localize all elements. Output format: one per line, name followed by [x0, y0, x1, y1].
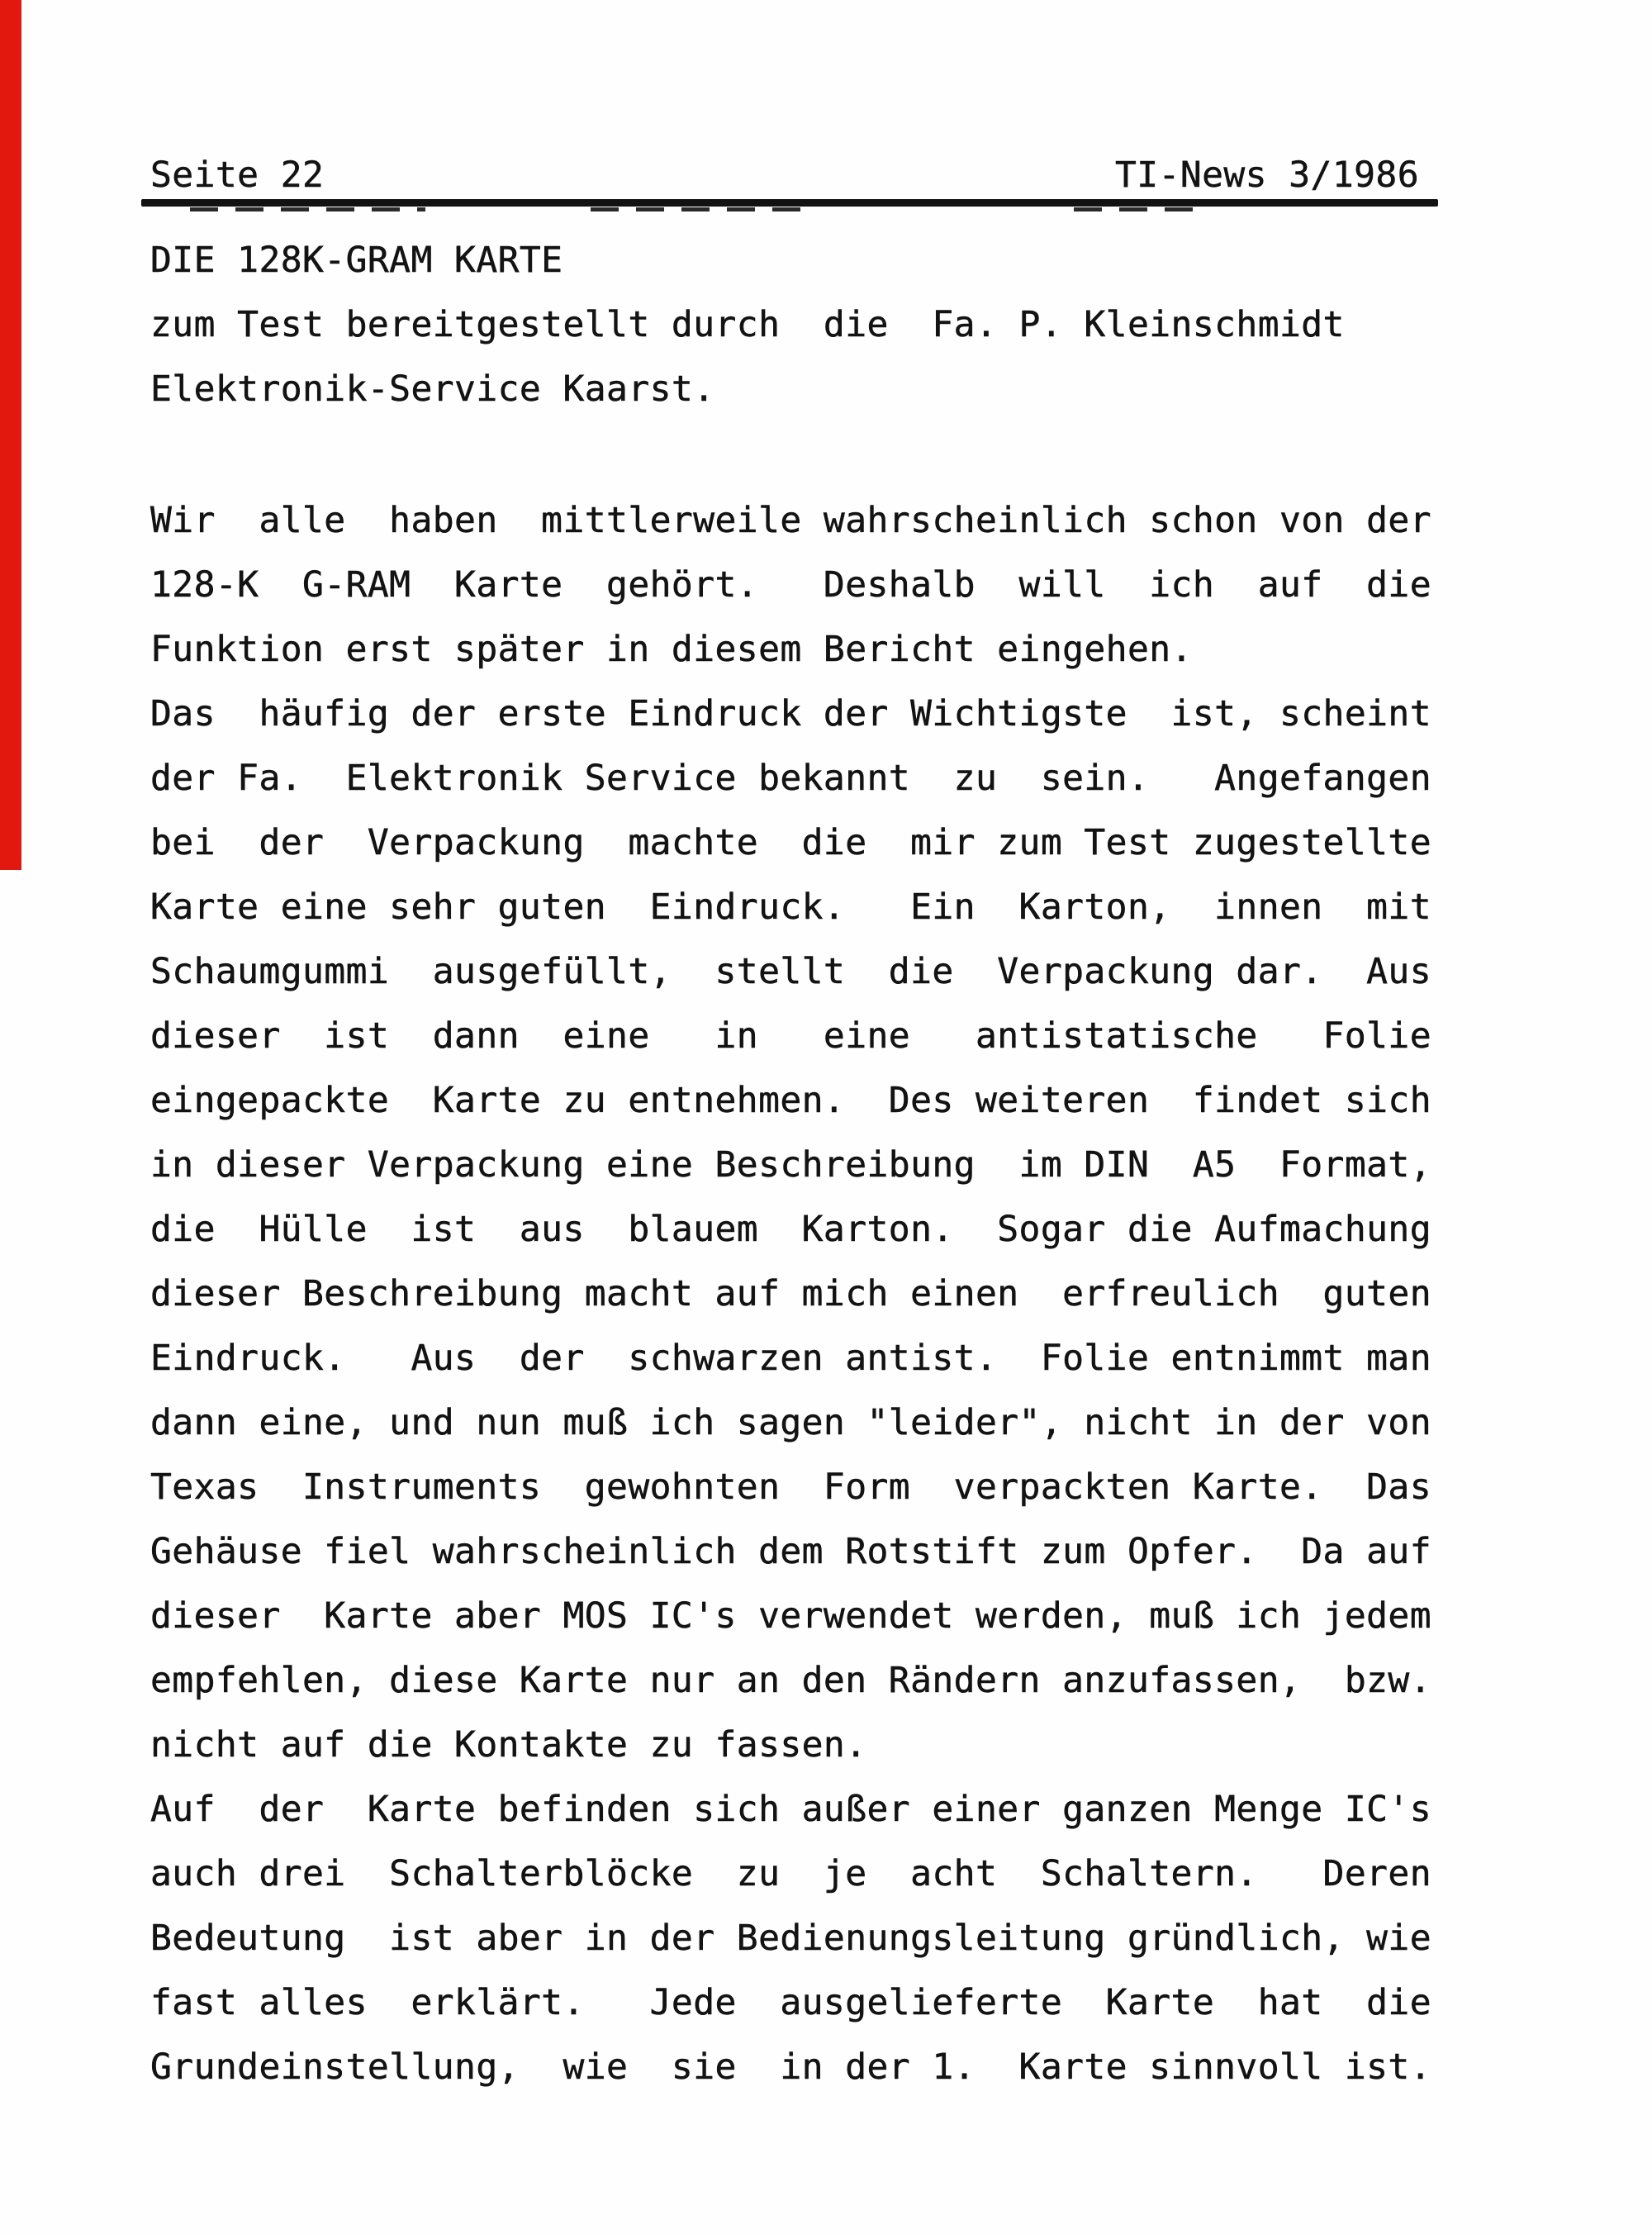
- article-title: DIE 128K-GRAM KARTE zum Test bereitgestellt durch die Fa. P. Kleinschmidt Elektronik-Service Kaarst.: [150, 240, 1345, 410]
- page-header: [150, 143, 1419, 207]
- header-rule-artifact-3: [1074, 207, 1210, 212]
- header-rule-artifact-1: [190, 207, 425, 212]
- header-rule: [141, 199, 1438, 207]
- header-page-number: Seite 22: [150, 154, 325, 196]
- header-newsletter-title: TI-News 3/1986: [1114, 154, 1419, 196]
- header-rule-artifact-2: [591, 207, 814, 212]
- article-body: Wir alle haben mittlerweile wahrscheinlich schon von der 128-K G-RAM Karte gehört. Deshalb will ich auf die Funktion erst später in diesem Bericht eingehen. Das häufig der erste Eindruck der Wichtigste ist, scheint der Fa. Elektronik Service bekannt zu sein. Angefangen bei der Verpackung machte die mir zum Test zugestellte Karte eine sehr guten Eindruck. Ein Karton, innen mit Schaumgummi ausgefüllt, stellt die Verpackung dar. Aus dieser ist dann eine in eine antistatische Folie eingepackte Karte zu entnehmen. Des weiteren findet sich in dieser Verpackung eine Beschreibung im DIN A5 Format, die Hülle ist aus blauem Karton. Sogar die Aufmachung dieser Beschreibung macht auf mich einen erfreulich guten Eindruck. Aus der schwarzen antist. Folie entnimmt man dann eine, und nun muß ich sagen "leider", nicht in der von Texas Instruments gewohnten Form verpackten Karte. Das Gehäuse fiel wahrscheinlich dem Rotstift zum Opfer. Da auf dieser Karte aber MOS IC's verwendet werden, muß ich jedem empfehlen, diese Karte nur an den Rändern anzufassen, bzw. nicht auf die Kontakte zu fassen. Auf der Karte befinden sich außer einer ganzen Menge IC's auch drei Schalterblöcke zu je acht Schaltern. Deren Bedeutung ist aber in der Bedienungsleitung gründlich, wie fast alles erklärt. Jede ausgelieferte Karte hat die Grundeinstellung, wie sie in der 1. Karte sinnvoll ist.: [150, 500, 1432, 2088]
- red-margin-bar: [0, 0, 21, 870]
